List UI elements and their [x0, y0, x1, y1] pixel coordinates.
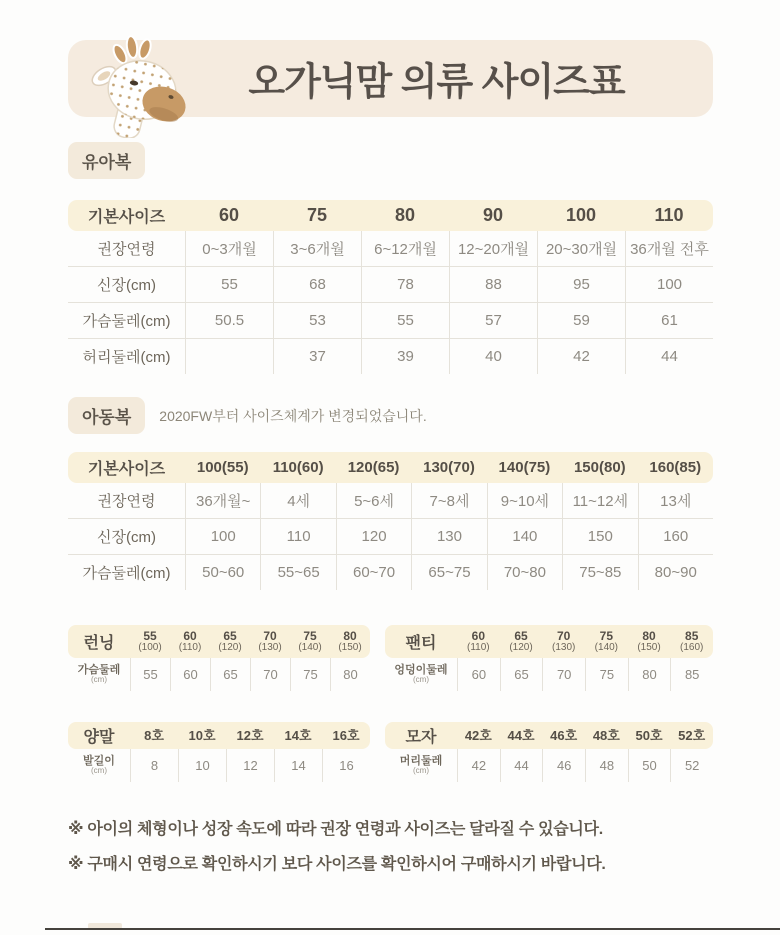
value-cell: 120 — [336, 519, 411, 554]
bottom-crop-line — [45, 928, 780, 930]
footer-notes — [68, 816, 780, 874]
value-cell: 75 — [290, 658, 330, 691]
value-cell: 65~75 — [411, 555, 486, 590]
mini-table-row — [68, 749, 370, 782]
value-cell: 60~70 — [336, 555, 411, 590]
value-cell: 7~8세 — [411, 483, 486, 518]
size-header-cell — [628, 630, 671, 653]
size-main: 85 — [685, 628, 699, 643]
value-cell: 85 — [670, 658, 713, 691]
row-label: 가슴둘레(cm) — [82, 565, 171, 582]
size-sub: (140) — [298, 641, 322, 653]
value-cell: 37 — [273, 339, 361, 374]
size-header-cell: 52호 — [678, 728, 706, 743]
size-main: 65 — [223, 628, 237, 643]
table-row — [68, 554, 713, 590]
underwear-tables-row — [68, 625, 713, 691]
value-cell: 88 — [449, 267, 537, 302]
panty-size-table — [385, 625, 713, 691]
size-system-note: 2020FW부터 사이즈체계가 변경되었습니다. — [159, 407, 427, 424]
row-label: 허리둘레(cm) — [82, 349, 171, 366]
mini-table-header — [68, 722, 370, 749]
size-sub: (110) — [467, 641, 490, 653]
size-main: 80 — [343, 628, 357, 643]
size-header-cell — [542, 630, 585, 653]
size-sub: (130) — [552, 641, 576, 653]
row-label-unit: (cm) — [413, 766, 429, 776]
size-header-cell: 80 — [394, 205, 416, 225]
size-header-cell: 48호 — [592, 728, 620, 743]
value-cell: 95 — [537, 267, 625, 302]
value-cell: 14 — [274, 749, 322, 782]
value-cell: 55~65 — [260, 555, 335, 590]
value-cell: 6~12개월 — [361, 231, 449, 266]
item-label: 양말 — [83, 729, 115, 746]
value-cell: 61 — [625, 303, 713, 338]
note-line: ※ 아이의 체형이나 성장 속도에 따라 권장 연령과 사이즈는 달라질 수 있습니다. — [68, 821, 603, 838]
value-cell: 70 — [250, 658, 290, 691]
corner-label: 기본사이즈 — [87, 461, 166, 478]
size-header-cell: 110 — [654, 205, 684, 225]
title-banner — [68, 40, 713, 117]
table-header-row — [68, 200, 713, 231]
value-cell: 39 — [361, 339, 449, 374]
size-header-cell: 46호 — [550, 728, 578, 743]
page-title: 오가닉맘 의류 사이즈표 — [248, 60, 625, 103]
row-label-text: 발길이 — [83, 754, 115, 767]
size-header-cell — [330, 630, 370, 653]
row-label-unit: (cm) — [413, 675, 429, 685]
value-cell: 42 — [457, 749, 500, 782]
size-header-cell: 140(75) — [498, 459, 551, 476]
value-cell: 160 — [638, 519, 713, 554]
value-cell: 5~6세 — [336, 483, 411, 518]
size-sub: (150) — [637, 641, 661, 653]
mini-table-row — [385, 749, 713, 782]
item-label: 팬티 — [405, 635, 437, 652]
value-cell: 40 — [449, 339, 537, 374]
value-cell: 44 — [500, 749, 543, 782]
table-row — [68, 338, 713, 374]
row-label: 권장연령 — [97, 493, 156, 510]
value-cell: 55 — [130, 658, 170, 691]
size-main: 60 — [183, 628, 197, 643]
value-cell: 42 — [537, 339, 625, 374]
size-main: 55 — [143, 628, 157, 643]
value-cell: 50~60 — [185, 555, 260, 590]
size-main: 80 — [642, 628, 656, 643]
value-cell: 9~10세 — [487, 483, 562, 518]
value-cell: 70~80 — [487, 555, 562, 590]
size-sub: (140) — [594, 641, 619, 653]
baby-section-header — [68, 142, 780, 179]
value-cell: 12 — [226, 749, 274, 782]
size-sub: (130) — [258, 641, 282, 653]
size-header-cell: 150(80) — [573, 459, 626, 476]
row-label-unit: (cm) — [91, 675, 107, 685]
value-cell: 10 — [178, 749, 226, 782]
note-line: ※ 구매시 연령으로 확인하시기 보다 사이즈를 확인하시어 구매하시기 바랍니다. — [68, 856, 606, 873]
size-header-cell — [457, 630, 500, 653]
value-cell: 75 — [585, 658, 628, 691]
size-header-cell: 16호 — [332, 728, 360, 743]
value-cell: 50.5 — [185, 303, 273, 338]
size-main: 70 — [263, 628, 277, 643]
giraffe-mascot-icon — [74, 34, 192, 138]
value-cell: 65 — [500, 658, 543, 691]
accessory-tables-row — [68, 722, 713, 782]
row-label: 신장(cm) — [97, 529, 156, 546]
value-cell: 130 — [411, 519, 486, 554]
value-cell: 80 — [330, 658, 370, 691]
value-cell: 75~85 — [562, 555, 637, 590]
kids-size-table — [68, 452, 713, 590]
size-header-cell: 75 — [306, 205, 328, 225]
kids-section-header — [68, 397, 780, 434]
row-label-text: 가슴둘레 — [77, 663, 121, 676]
section-label-kids: 아동복 — [68, 397, 145, 434]
size-header-cell: 42호 — [464, 728, 492, 743]
size-header-cell: 160(85) — [649, 459, 702, 476]
value-cell: 48 — [585, 749, 628, 782]
value-cell: 16 — [322, 749, 370, 782]
value-cell: 140 — [487, 519, 562, 554]
mini-table-header — [68, 625, 370, 658]
size-sub: (160) — [680, 641, 704, 653]
section-label-baby: 유아복 — [68, 142, 145, 179]
size-header-cell: 44호 — [507, 728, 535, 743]
size-header-cell: 100(55) — [196, 459, 249, 476]
value-cell: 36개월 전후 — [625, 231, 713, 266]
row-label-text: 엉덩이둘레 — [394, 663, 448, 676]
value-cell: 100 — [185, 519, 260, 554]
corner-label: 기본사이즈 — [87, 209, 166, 226]
size-header-cell: 110(60) — [272, 459, 324, 476]
table-row — [68, 266, 713, 302]
size-header-cell — [170, 630, 210, 653]
row-label-unit: (cm) — [91, 766, 107, 776]
row-label: 신장(cm) — [97, 277, 156, 294]
size-header-cell: 120(65) — [347, 459, 400, 476]
size-sub: (100) — [138, 641, 162, 653]
running-size-table — [68, 625, 370, 691]
row-label-text: 머리둘레 — [399, 754, 443, 767]
value-cell: 70 — [542, 658, 585, 691]
table-row — [68, 231, 713, 266]
size-main: 60 — [471, 628, 486, 643]
size-header-cell: 130(70) — [423, 459, 475, 476]
value-cell: 4세 — [260, 483, 335, 518]
value-cell: 80 — [628, 658, 671, 691]
value-cell: 52 — [670, 749, 713, 782]
value-cell: 3~6개월 — [273, 231, 361, 266]
size-main: 70 — [557, 628, 571, 643]
size-header-cell — [670, 630, 713, 653]
size-header-cell — [210, 630, 250, 653]
value-cell: 13세 — [638, 483, 713, 518]
value-cell: 60 — [457, 658, 500, 691]
item-label: 모자 — [405, 729, 437, 746]
value-cell: 46 — [542, 749, 585, 782]
size-header-cell: 10호 — [188, 728, 216, 743]
value-cell: 68 — [273, 267, 361, 302]
baby-size-table — [68, 200, 713, 374]
table-row — [68, 302, 713, 338]
value-cell: 59 — [537, 303, 625, 338]
size-header-cell: 12호 — [236, 728, 264, 743]
value-cell: 0~3개월 — [185, 231, 273, 266]
value-cell: 65 — [210, 658, 250, 691]
row-label — [385, 749, 457, 782]
size-header-cell: 90 — [482, 205, 504, 225]
table-row — [68, 483, 713, 518]
value-cell — [185, 339, 273, 374]
value-cell: 8 — [130, 749, 178, 782]
size-header-cell: 100 — [565, 205, 597, 225]
value-cell: 80~90 — [638, 555, 713, 590]
size-main: 65 — [514, 628, 528, 643]
row-label — [385, 658, 457, 691]
size-chart-page — [0, 40, 780, 935]
size-header-cell — [290, 630, 330, 653]
value-cell: 150 — [562, 519, 637, 554]
size-sub: (120) — [509, 641, 533, 653]
mini-table-header — [385, 722, 713, 749]
size-main: 75 — [599, 628, 614, 643]
size-header-cell — [500, 630, 543, 653]
size-header-cell: 8호 — [144, 728, 164, 743]
value-cell: 36개월~ — [185, 483, 260, 518]
socks-size-table — [68, 722, 370, 782]
size-header-cell — [130, 630, 170, 653]
size-main: 75 — [303, 628, 317, 643]
size-sub: (120) — [218, 641, 242, 653]
value-cell: 57 — [449, 303, 537, 338]
size-header-cell — [250, 630, 290, 653]
table-row — [68, 518, 713, 554]
value-cell: 110 — [260, 519, 335, 554]
mini-table-header — [385, 625, 713, 658]
size-header-cell: 14호 — [284, 728, 312, 743]
value-cell: 55 — [185, 267, 273, 302]
row-label: 권장연령 — [97, 241, 156, 258]
row-label — [68, 658, 130, 691]
value-cell: 12~20개월 — [449, 231, 537, 266]
value-cell: 11~12세 — [562, 483, 637, 518]
row-label: 가슴둘레(cm) — [82, 313, 171, 330]
size-sub: (110) — [178, 641, 202, 653]
value-cell: 55 — [361, 303, 449, 338]
size-header-cell: 50호 — [635, 728, 663, 743]
hat-size-table — [385, 722, 713, 782]
mini-table-row — [385, 658, 713, 691]
table-header-row — [68, 452, 713, 483]
value-cell: 60 — [170, 658, 210, 691]
value-cell: 78 — [361, 267, 449, 302]
size-header-cell — [585, 630, 628, 653]
value-cell: 100 — [625, 267, 713, 302]
row-label — [68, 749, 130, 782]
value-cell: 50 — [628, 749, 671, 782]
size-sub: (150) — [338, 641, 362, 653]
item-label: 런닝 — [83, 635, 115, 652]
size-header-cell: 60 — [218, 205, 240, 225]
value-cell: 20~30개월 — [537, 231, 625, 266]
value-cell: 53 — [273, 303, 361, 338]
value-cell: 44 — [625, 339, 713, 374]
mini-table-row — [68, 658, 370, 691]
